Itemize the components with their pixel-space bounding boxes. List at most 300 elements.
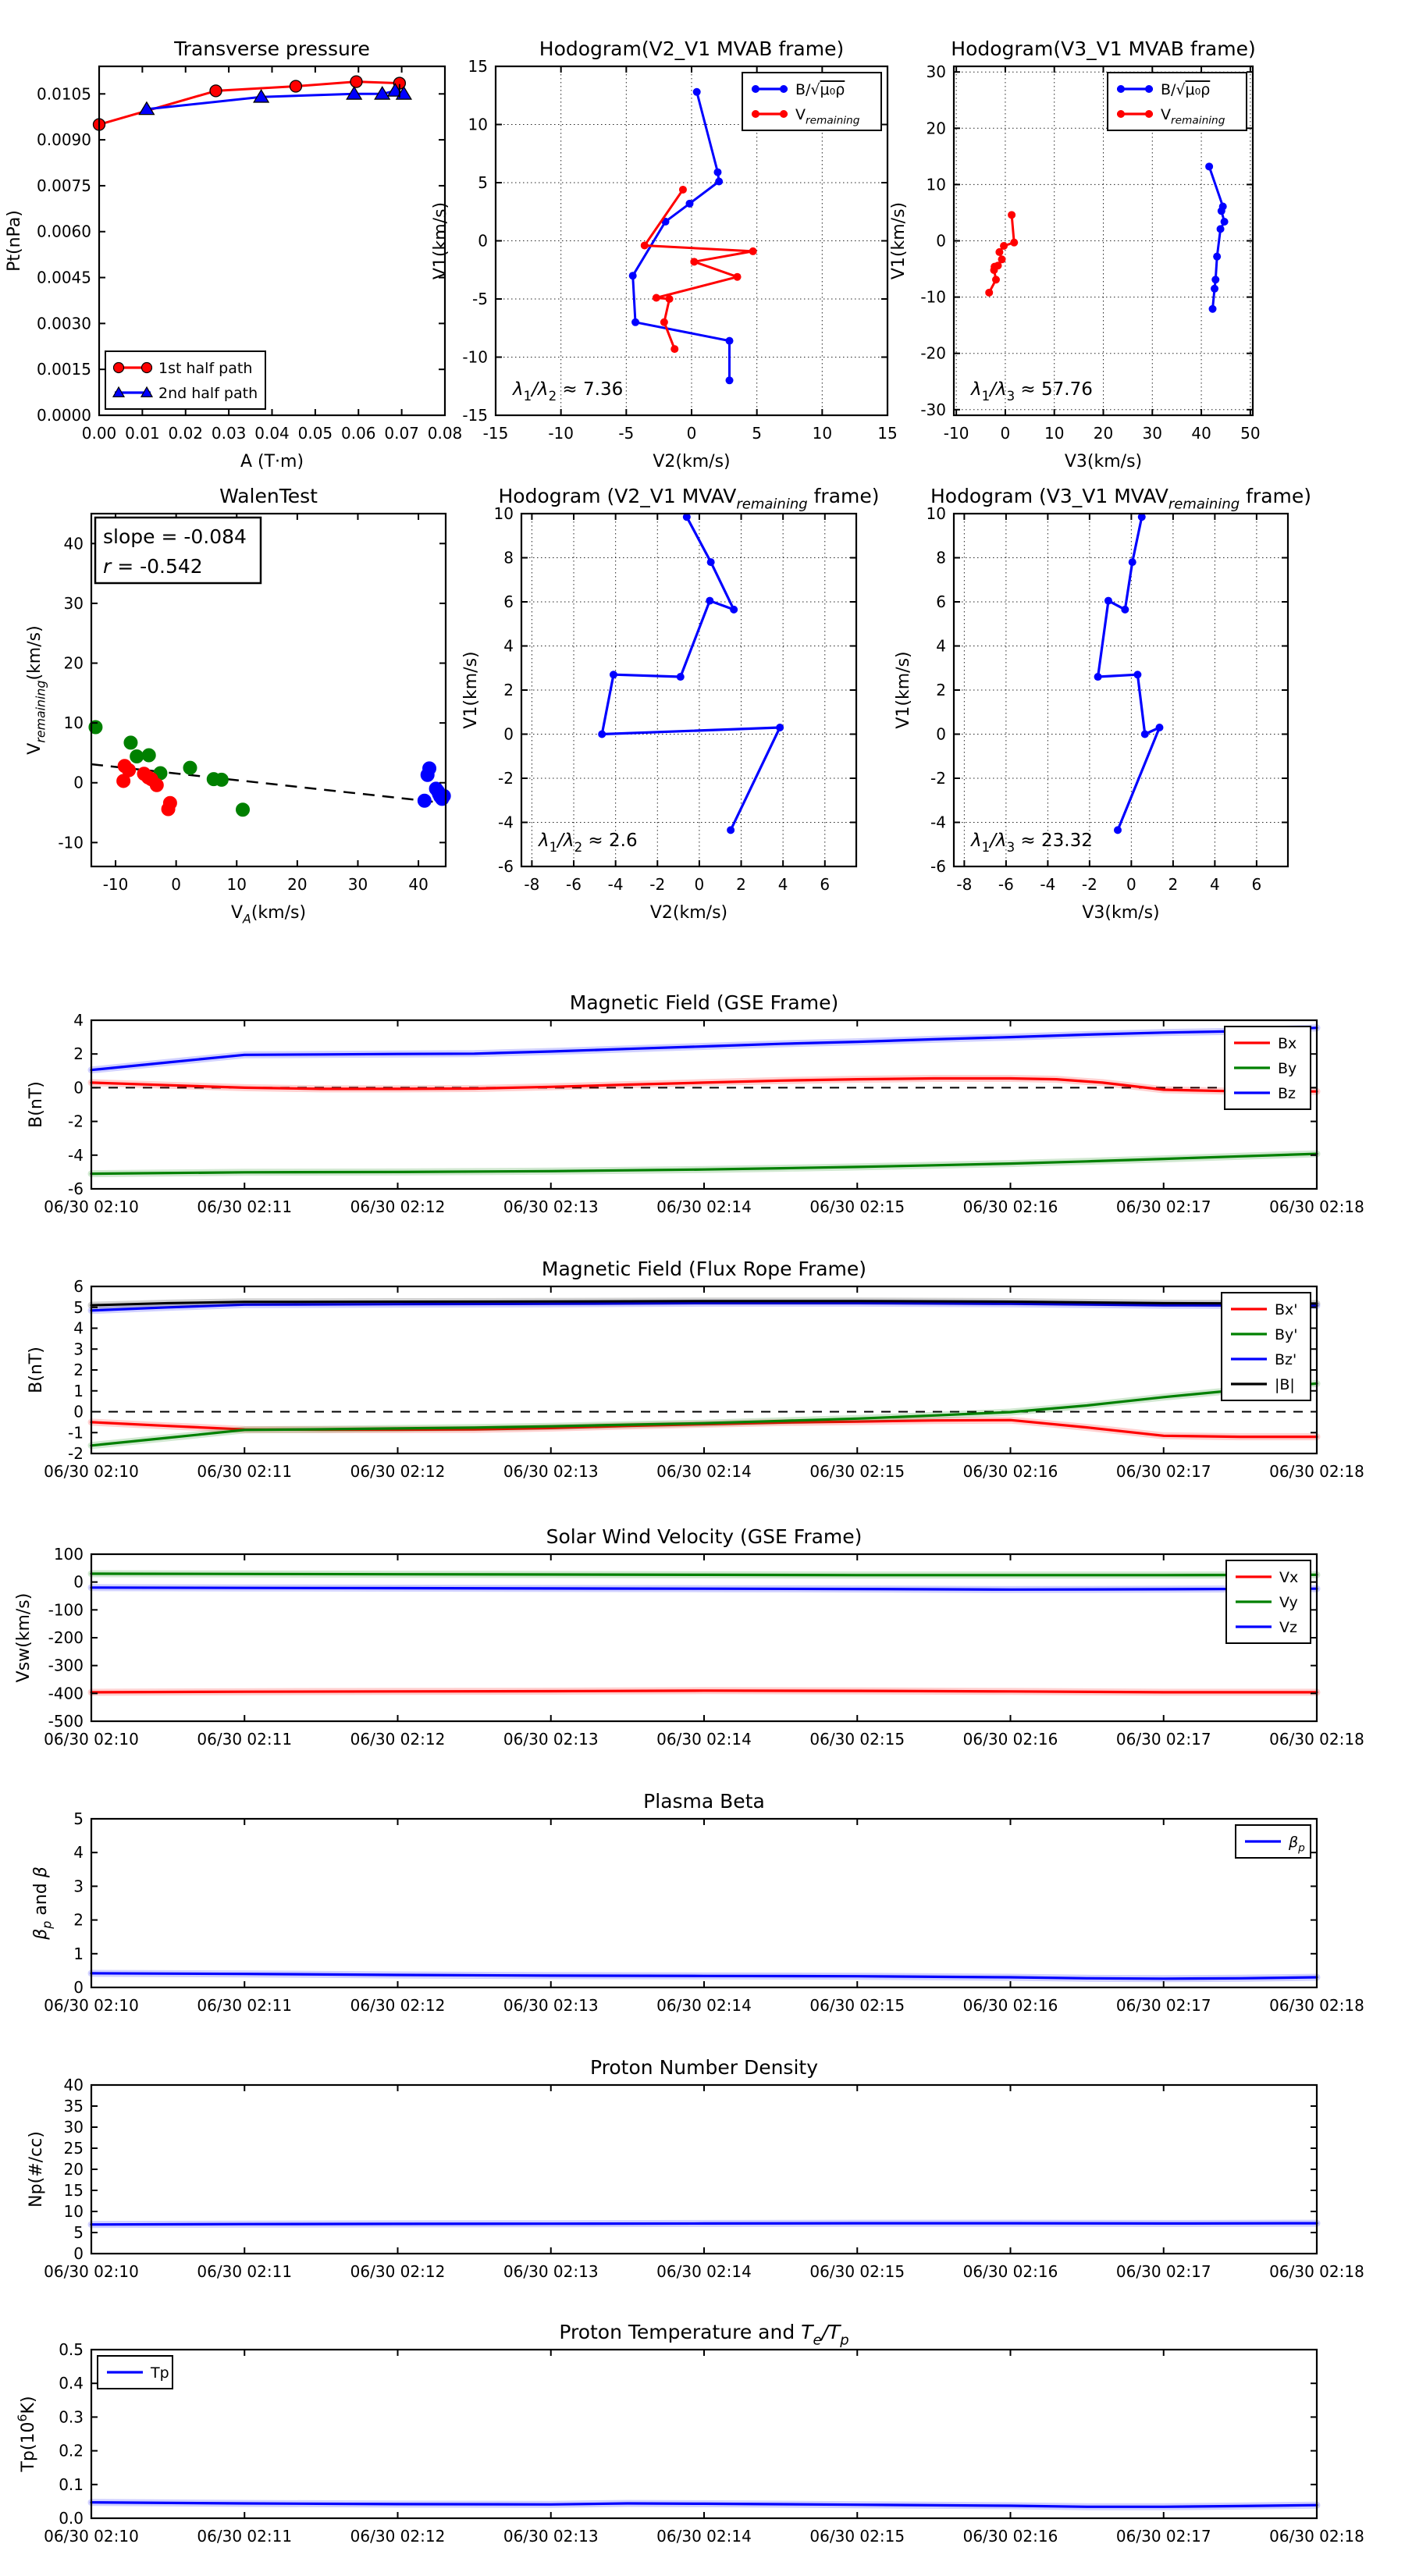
y-tick-label: 0 bbox=[936, 724, 946, 744]
data-point bbox=[237, 803, 250, 817]
x-tick-label: 10 bbox=[226, 875, 247, 894]
plot-area bbox=[521, 514, 856, 866]
x-tick-label: 40 bbox=[408, 875, 429, 894]
data-point bbox=[726, 337, 734, 345]
legend-label: Vx bbox=[1279, 1569, 1299, 1586]
x-tick-label: 30 bbox=[1142, 424, 1163, 443]
data-point bbox=[734, 273, 742, 281]
data-point bbox=[726, 376, 734, 384]
x-tick-label: 06/30 02:17 bbox=[1115, 1730, 1211, 1749]
x-tick-label: 06/30 02:10 bbox=[44, 2527, 139, 2546]
data-point bbox=[1129, 558, 1136, 566]
data-point bbox=[1155, 724, 1163, 731]
data-point bbox=[995, 248, 1003, 256]
y-axis-label: V1(km/s) bbox=[889, 201, 909, 280]
y-axis-label: B(nT) bbox=[27, 1081, 46, 1128]
x-tick-label: 06/30 02:10 bbox=[44, 1996, 139, 2015]
y-axis-label: $Tp(10^6K)$ bbox=[15, 2396, 38, 2472]
data-point bbox=[749, 247, 757, 255]
data-point bbox=[1211, 276, 1219, 283]
legend-label: $V_{remaining}$ bbox=[795, 106, 860, 127]
x-tick-label: 06/30 02:11 bbox=[197, 1462, 293, 1481]
data-point bbox=[641, 241, 649, 249]
x-tick-label: 06/30 02:15 bbox=[809, 1197, 905, 1216]
legend-label: B/√μ₀ρ bbox=[1161, 81, 1211, 98]
x-tick-label: 50 bbox=[1240, 424, 1261, 443]
x-tick-label: 06/30 02:15 bbox=[809, 1730, 905, 1749]
x-tick-label: 0.07 bbox=[384, 424, 419, 443]
annotation-text: $\lambda_1/\lambda_3 \approx 57.76$ bbox=[971, 379, 1093, 404]
series-Vz bbox=[91, 1588, 1317, 1590]
data-point bbox=[1211, 285, 1218, 293]
x-tick-label: 06/30 02:11 bbox=[197, 2527, 293, 2546]
plot-proton_density bbox=[27, 2056, 1364, 2281]
y-tick-label: -1 bbox=[68, 1423, 84, 1443]
y-tick-label: 30 bbox=[63, 2118, 84, 2137]
plot-area bbox=[91, 1554, 1317, 1721]
legend-label: 2nd half path bbox=[158, 385, 258, 402]
data-point bbox=[677, 673, 685, 681]
y-axis-label: B(nT) bbox=[27, 1347, 46, 1393]
y-tick-label: -400 bbox=[48, 1684, 84, 1703]
data-point bbox=[598, 731, 606, 738]
x-tick-label: 40 bbox=[1191, 424, 1211, 443]
plot-title: Magnetic Field (GSE Frame) bbox=[569, 991, 839, 1014]
y-tick-label: -2 bbox=[68, 1112, 84, 1131]
legend-label: 1st half path bbox=[158, 360, 253, 377]
data-point bbox=[670, 345, 678, 353]
x-tick-label: 0 bbox=[1000, 424, 1011, 443]
y-tick-label: 1 bbox=[73, 1944, 84, 1963]
x-tick-label: -15 bbox=[482, 424, 509, 443]
x-tick-label: 06/30 02:12 bbox=[350, 2262, 446, 2281]
data-point bbox=[150, 778, 163, 792]
y-tick-label: -30 bbox=[920, 400, 946, 419]
x-tick-label: 06/30 02:11 bbox=[197, 1996, 293, 2015]
annotation-text: $\lambda_1/\lambda_2 \approx 7.36$ bbox=[513, 379, 624, 404]
plot-title: Hodogram (V2_V1 $MVAV_{remaining}$ frame) bbox=[498, 485, 880, 513]
plot-title: Hodogram(V3_V1 MVAB frame) bbox=[951, 37, 1256, 60]
y-tick-label: 30 bbox=[63, 593, 84, 613]
x-tick-label: 06/30 02:14 bbox=[656, 2262, 752, 2281]
y-tick-label: 6 bbox=[503, 592, 514, 611]
x-tick-label: 06/30 02:15 bbox=[809, 1462, 905, 1481]
x-tick-label: 2 bbox=[736, 875, 746, 894]
y-tick-label: 2 bbox=[936, 681, 946, 699]
y-tick-label: -4 bbox=[498, 813, 514, 832]
y-tick-label: 0 bbox=[73, 1078, 84, 1098]
x-tick-label: 6 bbox=[820, 875, 831, 894]
plot-title: Proton Number Density bbox=[590, 2056, 818, 2079]
y-tick-label: 0.1 bbox=[59, 2475, 84, 2494]
plot-area bbox=[91, 2350, 1317, 2518]
x-tick-label: 2 bbox=[1168, 875, 1179, 894]
data-point bbox=[1218, 207, 1225, 215]
x-tick-label: 06/30 02:13 bbox=[503, 2527, 599, 2546]
data-point bbox=[418, 794, 431, 807]
y-tick-label: 1 bbox=[73, 1381, 84, 1400]
y-tick-label: 10 bbox=[63, 713, 84, 733]
y-tick-label: 0.0045 bbox=[37, 268, 91, 287]
x-tick-label: -10 bbox=[548, 424, 574, 443]
plot-plasma_beta bbox=[31, 1790, 1364, 2015]
x-tick-label: 06/30 02:18 bbox=[1269, 2527, 1364, 2546]
x-tick-label: 06/30 02:11 bbox=[197, 2262, 293, 2281]
x-tick-label: 0.06 bbox=[340, 424, 376, 443]
y-tick-label: 15 bbox=[63, 2181, 84, 2200]
y-tick-label: 2 bbox=[73, 1910, 84, 1930]
y-tick-label: 30 bbox=[926, 62, 946, 82]
plot-proton_temp bbox=[15, 2321, 1364, 2546]
y-tick-label: 0.0075 bbox=[37, 176, 91, 195]
legend-label: By' bbox=[1275, 1326, 1298, 1343]
legend-label: Tp bbox=[151, 2364, 169, 2382]
x-tick-label: 30 bbox=[347, 875, 368, 894]
y-tick-label: 15 bbox=[468, 57, 488, 76]
x-tick-label: -6 bbox=[566, 875, 582, 894]
data-point bbox=[660, 318, 668, 326]
x-tick-label: 06/30 02:18 bbox=[1269, 1996, 1364, 2015]
x-tick-label: 0 bbox=[171, 875, 182, 894]
x-tick-label: 0.02 bbox=[168, 424, 204, 443]
y-tick-label: 0.0015 bbox=[37, 360, 91, 379]
x-tick-label: 06/30 02:13 bbox=[503, 1197, 599, 1216]
x-tick-label: 06/30 02:11 bbox=[197, 1730, 293, 1749]
x-axis-label: V2(km/s) bbox=[649, 903, 728, 923]
x-tick-label: 06/30 02:12 bbox=[350, 1197, 446, 1216]
y-tick-label: -4 bbox=[68, 1145, 84, 1165]
annotation-text: $\lambda_1/\lambda_2 \approx 2.6$ bbox=[539, 831, 638, 855]
plot-title: Plasma Beta bbox=[643, 1790, 765, 1813]
y-tick-label: -100 bbox=[48, 1600, 84, 1620]
x-tick-label: 06/30 02:13 bbox=[503, 1996, 599, 2015]
x-tick-label: 0.01 bbox=[125, 424, 160, 443]
y-tick-label: 8 bbox=[503, 548, 514, 568]
legend-label: Bx' bbox=[1275, 1301, 1298, 1318]
y-tick-label: 0.4 bbox=[59, 2374, 84, 2393]
y-tick-label: 10 bbox=[493, 504, 514, 523]
data-point bbox=[713, 169, 721, 176]
series-Vx bbox=[91, 1691, 1317, 1692]
plot-walen_test bbox=[25, 485, 450, 927]
y-tick-label: 0 bbox=[73, 773, 84, 792]
data-point bbox=[693, 88, 701, 96]
x-tick-label: 4 bbox=[777, 875, 788, 894]
y-tick-label: 40 bbox=[63, 534, 84, 553]
data-point bbox=[1121, 606, 1129, 614]
data-point bbox=[1221, 218, 1229, 226]
x-axis-label: V3(km/s) bbox=[1064, 452, 1143, 471]
y-tick-label: 2 bbox=[73, 1044, 84, 1064]
data-point bbox=[992, 276, 1000, 283]
y-tick-label: 20 bbox=[926, 119, 946, 138]
x-tick-label: 06/30 02:15 bbox=[809, 2527, 905, 2546]
x-tick-label: 0.08 bbox=[427, 424, 463, 443]
x-tick-label: 06/30 02:16 bbox=[962, 1462, 1058, 1481]
y-tick-label: 5 bbox=[73, 1297, 84, 1317]
x-tick-label: 06/30 02:14 bbox=[656, 1730, 752, 1749]
x-tick-label: 06/30 02:12 bbox=[350, 2527, 446, 2546]
data-point bbox=[1133, 671, 1141, 678]
legend bbox=[105, 351, 265, 409]
plot-area bbox=[954, 514, 1288, 866]
data-point bbox=[727, 826, 735, 834]
data-point bbox=[685, 200, 693, 208]
y-tick-label: 20 bbox=[63, 2160, 84, 2179]
y-tick-label: 2 bbox=[503, 681, 514, 699]
legend bbox=[98, 2356, 173, 2389]
plot-area bbox=[91, 1819, 1317, 1987]
y-tick-label: -300 bbox=[48, 1656, 84, 1675]
y-tick-label: 8 bbox=[936, 548, 946, 568]
y-tick-label: 0.0105 bbox=[37, 84, 91, 104]
x-tick-label: 5 bbox=[752, 424, 763, 443]
x-tick-label: 06/30 02:10 bbox=[44, 2262, 139, 2281]
x-tick-label: 4 bbox=[1210, 875, 1220, 894]
y-tick-label: -10 bbox=[58, 833, 84, 852]
y-tick-label: -6 bbox=[498, 857, 514, 876]
y-tick-label: 40 bbox=[63, 2076, 84, 2094]
y-tick-label: -6 bbox=[930, 857, 946, 876]
data-point bbox=[1141, 731, 1149, 738]
y-tick-label: -2 bbox=[498, 769, 514, 788]
x-tick-label: 06/30 02:13 bbox=[503, 1730, 599, 1749]
data-point bbox=[653, 294, 660, 302]
y-tick-label: 0 bbox=[936, 231, 946, 251]
x-tick-label: 10 bbox=[1044, 424, 1065, 443]
y-tick-label: 0.0090 bbox=[37, 130, 91, 150]
y-tick-label: 0.0060 bbox=[37, 222, 91, 241]
legend bbox=[1236, 1825, 1311, 1858]
data-point bbox=[350, 76, 362, 87]
x-tick-label: -8 bbox=[956, 875, 973, 894]
data-point bbox=[437, 789, 450, 802]
x-tick-label: 06/30 02:10 bbox=[44, 1730, 139, 1749]
y-tick-label: 6 bbox=[73, 1277, 84, 1296]
legend-label: By bbox=[1278, 1060, 1297, 1077]
y-axis-label: V1(km/s) bbox=[894, 651, 913, 729]
data-point bbox=[215, 773, 228, 786]
y-tick-label: 4 bbox=[73, 1011, 84, 1030]
data-point bbox=[610, 671, 617, 678]
series-Np bbox=[91, 2223, 1317, 2225]
data-point bbox=[1010, 239, 1018, 247]
y-tick-label: 10 bbox=[63, 2202, 84, 2221]
y-tick-label: 0.5 bbox=[59, 2340, 84, 2359]
x-tick-label: 6 bbox=[1251, 875, 1262, 894]
x-tick-label: -5 bbox=[618, 424, 635, 443]
plot-hodogram_v3v1_mvav bbox=[894, 485, 1311, 923]
legend-label: B/√μ₀ρ bbox=[795, 81, 845, 98]
data-point bbox=[210, 85, 222, 97]
data-point bbox=[162, 802, 175, 816]
x-tick-label: 15 bbox=[877, 424, 898, 443]
y-tick-label: 5 bbox=[73, 2223, 84, 2242]
data-point bbox=[130, 750, 144, 763]
y-tick-label: 4 bbox=[73, 1843, 84, 1863]
y-tick-label: 3 bbox=[73, 1340, 84, 1359]
annotation-text: $\lambda_1/\lambda_3 \approx 23.32$ bbox=[971, 831, 1093, 855]
y-tick-label: -6 bbox=[68, 1179, 84, 1198]
y-tick-label: 100 bbox=[53, 1545, 84, 1564]
y-tick-label: -15 bbox=[462, 406, 488, 425]
stats-box bbox=[95, 518, 261, 583]
plot-mag_fluxrope bbox=[27, 1258, 1364, 1481]
legend-label: $V_{remaining}$ bbox=[1161, 106, 1225, 127]
data-point bbox=[707, 558, 715, 566]
x-tick-label: 20 bbox=[287, 875, 308, 894]
y-tick-label: 20 bbox=[63, 653, 84, 673]
x-tick-label: -10 bbox=[943, 424, 969, 443]
y-tick-label: 5 bbox=[73, 1809, 84, 1828]
x-tick-label: 20 bbox=[1093, 424, 1114, 443]
y-tick-label: 25 bbox=[63, 2139, 84, 2158]
x-tick-label: 06/30 02:12 bbox=[350, 1730, 446, 1749]
legend-label: Bx bbox=[1278, 1035, 1297, 1052]
x-tick-label: 0.00 bbox=[81, 424, 117, 443]
plot-title: Magnetic Field (Flux Rope Frame) bbox=[541, 1258, 867, 1280]
plot-velocity_gse bbox=[14, 1525, 1364, 1749]
data-point bbox=[1104, 597, 1112, 605]
x-tick-label: 06/30 02:16 bbox=[962, 1730, 1058, 1749]
x-tick-label: 0 bbox=[694, 875, 705, 894]
x-tick-label: 0.04 bbox=[254, 424, 290, 443]
y-tick-label: 0.2 bbox=[59, 2441, 84, 2460]
y-tick-label: -5 bbox=[472, 290, 488, 308]
data-point bbox=[117, 774, 130, 788]
x-axis-label: $V_A(km/s)$ bbox=[230, 903, 307, 927]
plot-title: Hodogram(V2_V1 MVAB frame) bbox=[539, 37, 845, 60]
y-tick-label: 0 bbox=[73, 1572, 84, 1592]
x-tick-label: -6 bbox=[998, 875, 1014, 894]
legend bbox=[1225, 1026, 1311, 1109]
x-tick-label: 06/30 02:16 bbox=[962, 2262, 1058, 2281]
legend bbox=[1222, 1293, 1311, 1400]
data-point bbox=[990, 266, 998, 274]
x-axis-label: V2(km/s) bbox=[653, 452, 731, 471]
x-tick-label: 0.05 bbox=[297, 424, 333, 443]
plot-title: WalenTest bbox=[219, 485, 318, 507]
plot-title: Hodogram (V3_V1 $MVAV_{remaining}$ frame) bbox=[930, 485, 1312, 513]
plot-title: Solar Wind Velocity (GSE Frame) bbox=[546, 1525, 863, 1548]
stats-slope: slope = -0.084 bbox=[103, 525, 247, 548]
x-tick-label: 0.03 bbox=[211, 424, 247, 443]
y-axis-label: V1(km/s) bbox=[431, 201, 450, 280]
plot-title: Transverse pressure bbox=[174, 37, 370, 60]
x-tick-label: 06/30 02:17 bbox=[1115, 1996, 1211, 2015]
data-point bbox=[1008, 211, 1016, 219]
plot-title: Proton Temperature and $T_e/T_p$ bbox=[559, 2321, 849, 2349]
x-axis-label: V3(km/s) bbox=[1082, 903, 1160, 923]
data-point bbox=[706, 597, 713, 605]
y-tick-label: 0.3 bbox=[59, 2407, 84, 2427]
plot-hodogram_v2v1_mvab bbox=[431, 37, 898, 471]
plot-mag_gse bbox=[27, 991, 1364, 1216]
data-point bbox=[1205, 162, 1213, 170]
x-tick-label: -8 bbox=[524, 875, 540, 894]
x-tick-label: 06/30 02:17 bbox=[1115, 2262, 1211, 2281]
data-point bbox=[1217, 225, 1225, 233]
y-tick-label: 0 bbox=[478, 231, 488, 251]
data-point bbox=[1213, 253, 1221, 261]
y-tick-label: -2 bbox=[930, 769, 946, 788]
y-tick-label: -200 bbox=[48, 1628, 84, 1647]
y-tick-label: 0 bbox=[73, 1402, 84, 1421]
legend-label: Vz bbox=[1279, 1619, 1297, 1636]
x-tick-label: 10 bbox=[812, 424, 833, 443]
x-tick-label: 06/30 02:17 bbox=[1115, 2527, 1211, 2546]
x-tick-label: 0 bbox=[686, 424, 697, 443]
legend bbox=[742, 73, 881, 130]
y-tick-label: 0 bbox=[73, 2244, 84, 2263]
legend bbox=[1108, 73, 1247, 130]
y-tick-label: -4 bbox=[930, 813, 946, 832]
legend bbox=[1226, 1560, 1311, 1643]
y-tick-label: 4 bbox=[503, 636, 514, 656]
data-point bbox=[715, 178, 723, 186]
legend-label: Vy bbox=[1279, 1594, 1298, 1611]
x-axis-label: A (T·m) bbox=[240, 452, 304, 471]
legend-label: |B| bbox=[1275, 1376, 1295, 1393]
y-tick-label: 0.0000 bbox=[37, 406, 91, 425]
y-tick-label: -10 bbox=[462, 347, 488, 367]
x-tick-label: 06/30 02:13 bbox=[503, 2262, 599, 2281]
x-tick-label: -4 bbox=[1040, 875, 1056, 894]
x-tick-label: 06/30 02:17 bbox=[1115, 1197, 1211, 1216]
data-point bbox=[631, 318, 639, 326]
x-tick-label: 06/30 02:18 bbox=[1269, 1197, 1364, 1216]
x-tick-label: 06/30 02:13 bbox=[503, 1462, 599, 1481]
x-tick-label: 06/30 02:18 bbox=[1269, 2262, 1364, 2281]
plot-area bbox=[91, 2085, 1317, 2254]
x-tick-label: 06/30 02:14 bbox=[656, 2527, 752, 2546]
y-axis-label: Pt(nPa) bbox=[5, 210, 24, 272]
y-tick-label: 4 bbox=[73, 1318, 84, 1338]
y-tick-label: 4 bbox=[936, 636, 946, 656]
y-tick-label: 0 bbox=[73, 1978, 84, 1997]
x-tick-label: 06/30 02:18 bbox=[1269, 1462, 1364, 1481]
y-tick-label: 10 bbox=[926, 175, 946, 194]
y-tick-label: 10 bbox=[468, 115, 488, 134]
data-point bbox=[690, 258, 698, 265]
y-axis-label: Np(#/cc) bbox=[27, 2131, 46, 2208]
x-tick-label: 06/30 02:15 bbox=[809, 1996, 905, 2015]
x-tick-label: 06/30 02:11 bbox=[197, 1197, 293, 1216]
data-point bbox=[1114, 826, 1122, 834]
data-point bbox=[290, 80, 301, 92]
y-tick-label: 0.0030 bbox=[37, 314, 91, 333]
x-tick-label: 06/30 02:18 bbox=[1269, 1730, 1364, 1749]
y-tick-label: 6 bbox=[936, 592, 946, 611]
legend-label: Bz' bbox=[1275, 1351, 1297, 1368]
y-tick-label: 0.0 bbox=[59, 2509, 84, 2528]
y-tick-label: 3 bbox=[73, 1877, 84, 1896]
data-point bbox=[776, 724, 784, 731]
x-tick-label: 06/30 02:17 bbox=[1115, 1462, 1211, 1481]
x-tick-label: 06/30 02:12 bbox=[350, 1462, 446, 1481]
y-tick-label: -2 bbox=[68, 1444, 84, 1463]
legend-label: $\beta_p$ bbox=[1289, 1834, 1305, 1855]
x-tick-label: 06/30 02:10 bbox=[44, 1462, 139, 1481]
data-point bbox=[124, 736, 137, 749]
y-tick-label: 35 bbox=[63, 2097, 84, 2115]
data-point bbox=[629, 272, 637, 279]
x-tick-label: 0 bbox=[1126, 875, 1136, 894]
y-tick-label: -10 bbox=[920, 287, 946, 307]
x-tick-label: -2 bbox=[649, 875, 666, 894]
data-point bbox=[1094, 673, 1102, 681]
y-tick-label: 2 bbox=[73, 1361, 84, 1379]
